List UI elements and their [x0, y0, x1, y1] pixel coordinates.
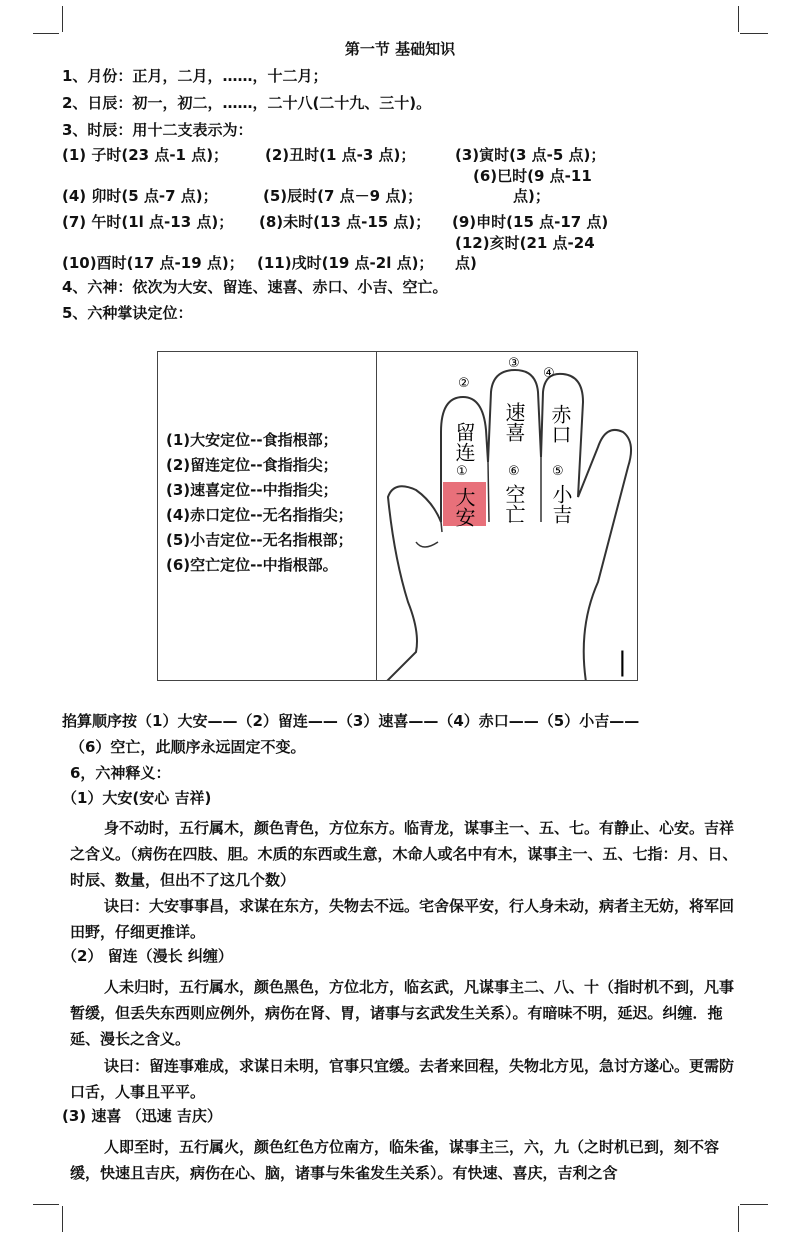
label-daan: 大安: [452, 487, 476, 527]
meanings-title: 6，六神释义：: [70, 764, 171, 782]
num-5: ⑤: [552, 464, 564, 479]
hour-4: (4) 卯时(5 点-7 点)；: [62, 187, 218, 205]
liulian-heading: （2） 留连（漫长 纠缠）: [62, 947, 233, 965]
hour-12-part1: (12)亥时(21 点-24: [455, 234, 595, 252]
figure-mark: |: [618, 647, 627, 677]
month-line: 1、月份：正月，二月，……，十二月；: [62, 67, 328, 85]
hour-intro: 3、时辰：用十二支表示为：: [62, 121, 253, 139]
legend-item: (3)速喜定位--中指指尖；: [166, 481, 338, 499]
num-3: ③: [508, 356, 520, 371]
crop-mark: [740, 1204, 768, 1205]
hour-10: (10)酉时(17 点-19 点)；: [62, 254, 244, 272]
label-suxi: 速喜: [502, 402, 526, 442]
legend-item: (5)小吉定位--无名指根部；: [166, 531, 353, 549]
crop-mark: [33, 1204, 59, 1205]
legend-item: (6)空亡定位--中指根部。: [166, 556, 338, 574]
num-4: ④: [543, 366, 555, 381]
hour-9: (9)申时(15 点-17 点): [452, 213, 609, 231]
hour-2: (2)丑时(1 点-3 点)；: [265, 146, 416, 164]
hour-3: (3)寅时(3 点-5 点)；: [455, 146, 606, 164]
hour-7: (7) 午时(1l 点-13 点)；: [62, 213, 234, 231]
liulian-paragraph-2: 诀曰：留连事难成，求谋日未明，官事只宜缓。去者来回程，失物北方见，急讨方遂心。更需防口舌，人事且平平。: [70, 1057, 735, 1101]
daan-paragraph-2: 诀曰：大安事事昌，求谋在东方，失物去不远。宅舍保平安，行人身未动，病者主无妨，将军回田野，仔细更推详。: [70, 897, 735, 941]
daan-paragraph-1: 身不动时，五行属木，颜色青色，方位东方。临青龙，谋事主一、五、七。有静止、心安。吉祥之含义。（病伤在四肢、胆。木质的东西或生意，木命人或名中有木，谋事主一、五、七指：月、日、时辰、数量，但出不了这几个数）: [70, 819, 738, 889]
crop-mark: [738, 6, 739, 32]
hour-8: (8)未时(13 点-15 点)；: [259, 213, 431, 231]
crop-mark: [738, 1206, 739, 1232]
label-xiaoji: 小吉: [549, 484, 573, 524]
label-chikou: 赤口: [548, 404, 572, 444]
label-liulian: 留连: [452, 422, 476, 462]
palm-legend: [166, 428, 353, 578]
num-2: ②: [458, 376, 470, 391]
order-line-2: （6）空亡，此顺序永远固定不变。: [70, 738, 306, 756]
day-line: 2、日辰：初一，初二，……，二十八(二十九、三十)。: [62, 94, 432, 112]
num-6: ⑥: [508, 464, 520, 479]
suxi-heading: (3) 速喜 （迅速 吉庆）: [62, 1107, 222, 1125]
hour-5: (5)辰时(7 点－9 点)；: [263, 187, 423, 205]
label-kongwang: 空亡: [502, 484, 526, 524]
legend-item: (2)留连定位--食指指尖；: [166, 456, 338, 474]
hour-12-part2: 点): [455, 254, 477, 272]
crop-mark: [33, 33, 59, 34]
palm-intro: 5、六种掌诀定位：: [62, 304, 193, 322]
hour-6-part1: (6)巳时(9 点-11: [473, 167, 592, 185]
hour-1: (1) 子时(23 点-1 点)；: [62, 146, 229, 164]
hour-6-part2: 点)；: [513, 187, 550, 205]
order-line-1: 掐算顺序按（1）大安——（2）留连——（3）速喜——（4）赤口——（5）小吉——: [62, 712, 640, 730]
section-title: 第一节 基础知识: [344, 40, 456, 58]
crop-mark: [62, 6, 63, 32]
crop-mark: [740, 33, 768, 34]
liulian-paragraph-1: 人未归时，五行属水，颜色黑色，方位北方，临玄武，凡谋事主二、八、十（指时机不到，凡事暂缓，但丢失东西则应例外，病伤在肾、胃，诸事与玄武发生关系）。有暗味不明，延迟。纠缠．拖延、漫长之含义。: [70, 978, 735, 1048]
hour-11: (11)戌时(19 点-2l 点)；: [257, 254, 434, 272]
suxi-paragraph-1: 人即至时，五行属火，颜色红色方位南方，临朱雀，谋事主三，六，九（之时机已到，刻不容缓，快速且吉庆，病伤在心、脑，诸事与朱雀发生关系）。有快速、喜庆，吉利之含: [70, 1138, 720, 1182]
crop-mark: [62, 1206, 63, 1232]
legend-item: (1)大安定位--食指根部；: [166, 431, 338, 449]
daan-heading: （1）大安(安心 吉祥): [62, 789, 212, 807]
legend-item: (4)赤口定位--无名指指尖；: [166, 506, 353, 524]
num-1: ①: [456, 464, 468, 479]
six-gods-line: 4、六神：依次为大安、留连、速喜、赤口、小吉、空亡。: [62, 278, 448, 296]
